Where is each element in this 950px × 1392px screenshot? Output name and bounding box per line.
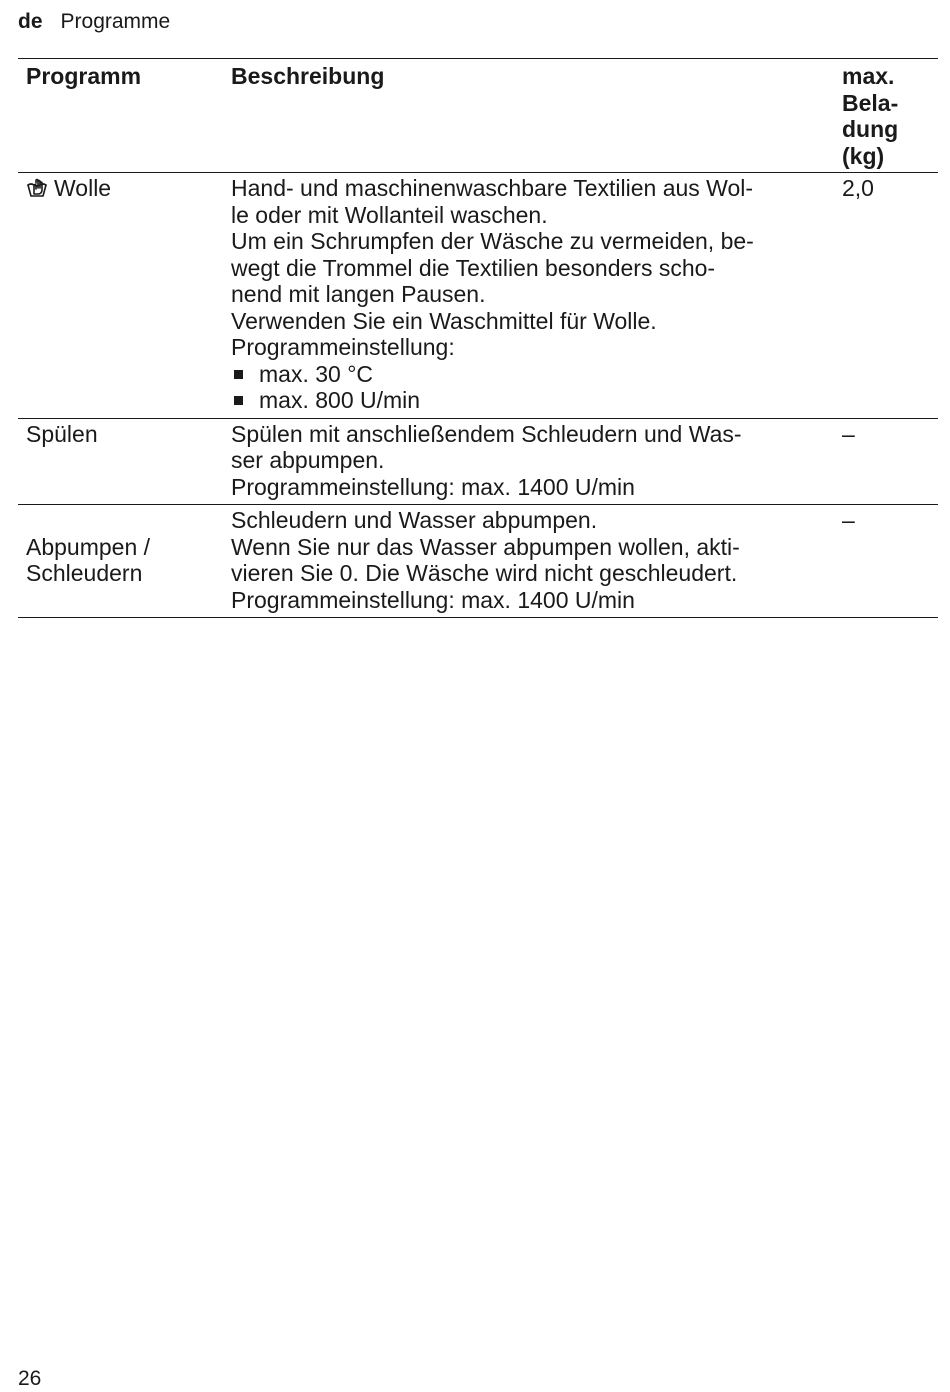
program-cell xyxy=(18,418,223,505)
description-line: Hand- und maschinenwaschbare Textilien aus Wol- xyxy=(231,175,754,201)
description-line: vieren Sie 0. Die Wäsche wird nicht geschleudert. xyxy=(231,560,738,586)
description-line: Spülen mit anschließendem Schleudern und Was- xyxy=(231,420,742,447)
language-code: de xyxy=(18,10,43,33)
description-line: Wenn Sie nur das Wasser abpumpen wollen, akti- xyxy=(231,533,740,560)
max-load-cell: – xyxy=(836,418,938,505)
setting-bullet-spin: max. 800 U/min xyxy=(231,387,836,414)
column-header-max-load: max. Bela- dung (kg) xyxy=(836,61,938,173)
description-cell xyxy=(223,505,836,618)
description-line: wegt die Trommel die Textilien besonders scho- xyxy=(231,254,716,281)
program-name-drain-spin: Abpumpen / Schleudern xyxy=(26,533,151,586)
page-header xyxy=(18,8,170,36)
setting-bullet-temperature: max. 30 °C xyxy=(231,361,836,388)
table-row xyxy=(18,505,938,618)
column-header-program: Programm xyxy=(18,61,223,173)
description-cell xyxy=(223,418,836,505)
description-line: Programmeinstellung: max. 1400 U/min xyxy=(231,473,635,500)
program-name-wool: Wolle xyxy=(54,175,112,201)
header-rule xyxy=(18,58,938,59)
max-load-cell: – xyxy=(836,505,938,618)
programs-table xyxy=(18,61,938,618)
description-line: Schleudern und Wasser abpumpen. xyxy=(231,507,598,533)
max-load-cell: 2,0 xyxy=(836,173,938,419)
table-row xyxy=(18,418,938,505)
column-header-description: Beschreibung xyxy=(223,61,836,173)
description-line: Programmeinstellung: xyxy=(231,334,455,360)
description-line: Programmeinstellung: max. 1400 U/min xyxy=(231,586,635,613)
table-header-row xyxy=(18,61,938,173)
description-line: ser abpumpen. xyxy=(231,447,385,473)
description-line: Um ein Schrumpfen der Wäsche zu vermeiden, be- xyxy=(231,228,754,254)
program-name-rinse: Spülen xyxy=(26,420,98,447)
description-cell xyxy=(223,173,836,419)
description-line: nend mit langen Pausen. xyxy=(231,281,486,307)
program-cell xyxy=(18,505,223,618)
program-cell xyxy=(18,173,223,419)
description-line: Verwenden Sie ein Waschmittel für Wolle. xyxy=(231,307,657,334)
wool-handwash-icon xyxy=(26,177,50,199)
description-line: le oder mit Wollanteil waschen. xyxy=(231,201,548,228)
section-title: Programme xyxy=(60,10,171,33)
page-number: 26 xyxy=(18,1367,42,1390)
table-row xyxy=(18,173,938,419)
